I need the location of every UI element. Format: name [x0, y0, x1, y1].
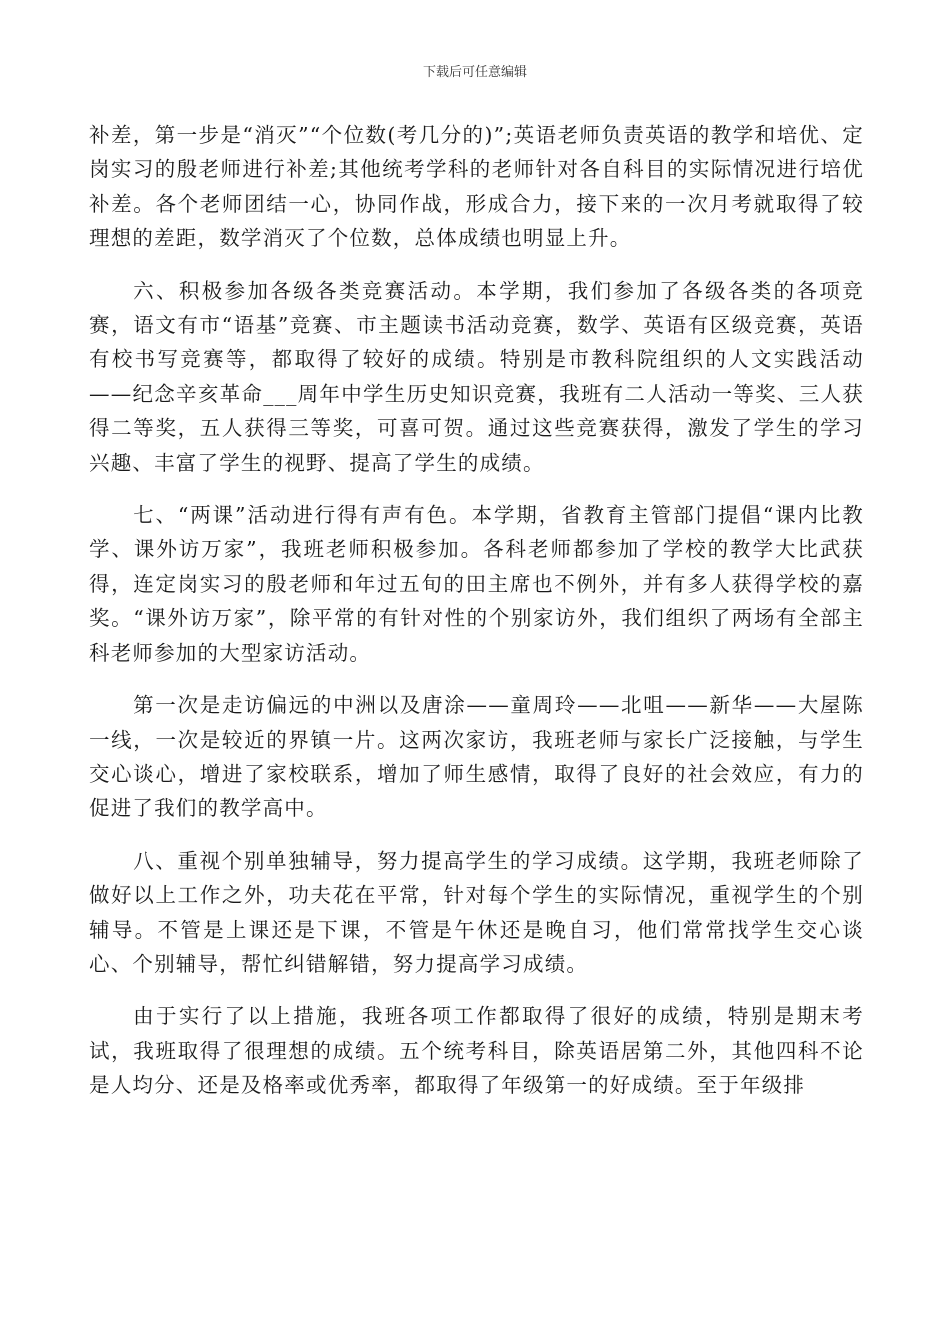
paragraph-results: 由于实行了以上措施，我班各项工作都取得了很好的成绩，特别是期末考试，我班取得了很理想的成绩。五个统考科目，除英语居第二外，其他四科不论是人均分、还是及格率或优秀率，都取得了年级第一的好成绩。至于年级排 [89, 1004, 864, 1098]
paragraph-section-six: 六、积极参加各级各类竞赛活动。本学期，我们参加了各级各类的各项竞赛，语文有市“语基”竞赛、市主题读书活动竞赛，数学、英语有区级竞赛，英语有校书写竞赛等，都取得了较好的成绩。特别是市教科院组织的人文实践活动——纪念辛亥革命___周年中学生历史知识竞赛，我班有二人活动一等奖、三人获得二等奖，五人获得三等奖，可喜可贺。通过这些竞赛获得，激发了学生的学习兴趣、丰富了学生的视野、提高了学生的成绩。 [89, 278, 864, 475]
paragraph-continuation: 补差，第一步是“消灭”“个位数(考几分的)”;英语老师负责英语的教学和培优、定岗实习的殷老师进行补差;其他统考学科的老师针对各自科目的实际情况进行培优补差。各个老师团结一心，协同作战，形成合力，接下来的一次月考就取得了较理想的差距，数学消灭了个位数，总体成绩也明显上升。 [89, 123, 864, 251]
paragraph-home-visits: 第一次是走访偏远的中洲以及唐涂——童周玲——北咀——新华——大屋陈一线，一次是较近的界镇一片。这两次家访，我班老师与家长广泛接触，与学生交心谈心，增进了家校联系，增加了师生感情，取得了良好的社会效应，有力的促进了我们的教学高中。 [89, 693, 864, 821]
document-body [89, 118, 864, 1121]
paragraph-section-eight: 八、重视个别单独辅导，努力提高学生的学习成绩。这学期，我班老师除了做好以上工作之外，功夫花在平常，针对每个学生的实际情况，重视学生的个别辅导。不管是上课还是下课，不管是午休还是晚自习，他们常常找学生交心谈心、个别辅导，帮忙纠错解错，努力提高学习成绩。 [89, 848, 864, 976]
page-header-note: 下载后可任意编辑 [422, 65, 527, 80]
paragraph-section-seven: 七、“两课”活动进行得有声有色。本学期，省教育主管部门提倡“课内比教学、课外访万家”，我班老师积极参加。各科老师都参加了学校的教学大比武获得，连定岗实习的殷老师和年过五旬的田主席也不例外，并有多人获得学校的嘉奖。“课外访万家”，除平常的有针对性的个别家访外，我们组织了两场有全部主科老师参加的大型家访活动。 [89, 503, 864, 665]
